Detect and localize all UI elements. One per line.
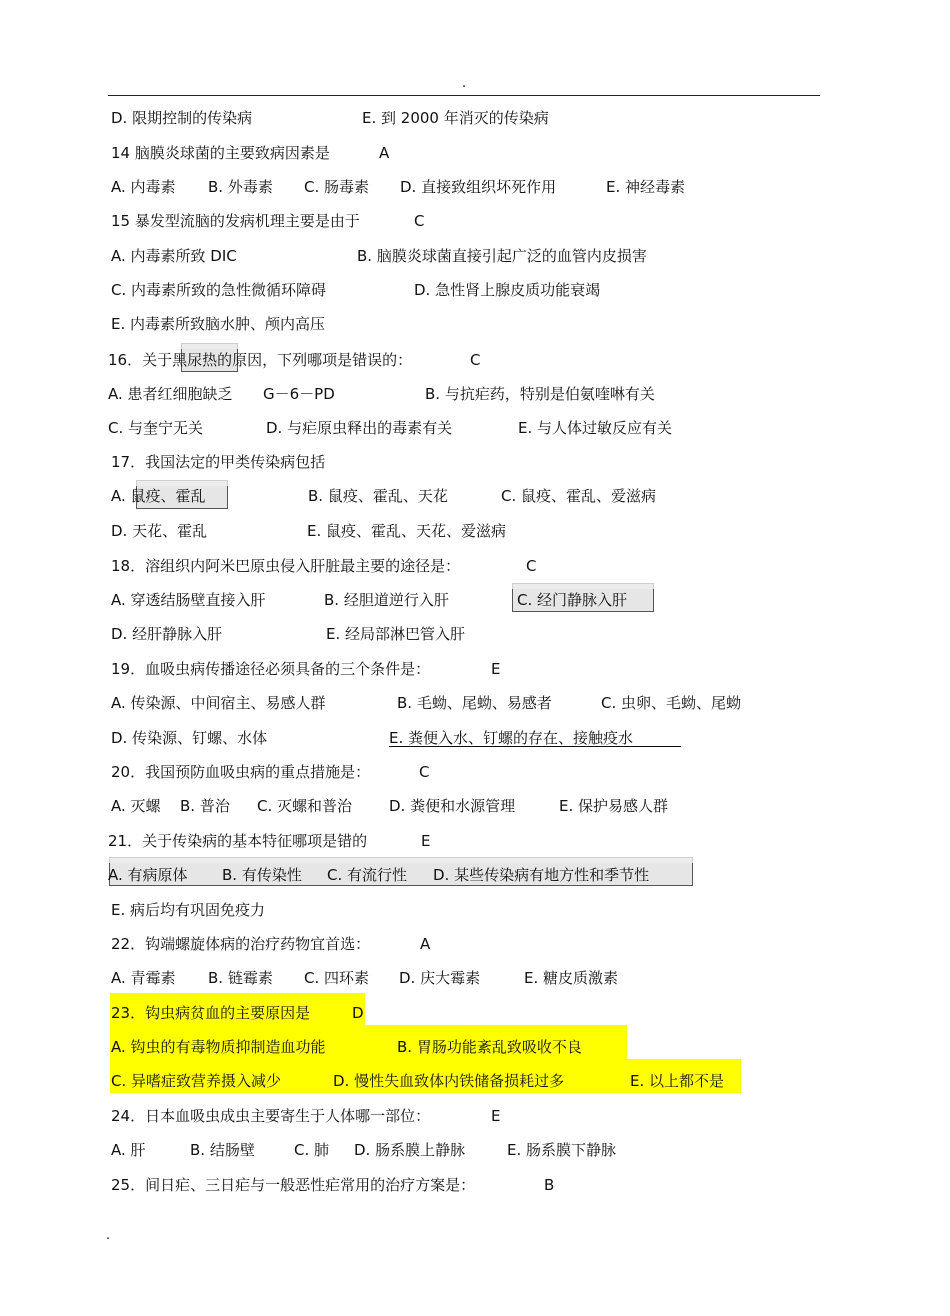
text-l23-part-0: A. 有病原体 <box>108 866 188 884</box>
text-l28-part-0: A. 钩虫的有毒物质抑制造血功能 <box>111 1038 326 1056</box>
text-l30-part-1: E <box>491 1107 501 1125</box>
text-l16-part-1: E. 经局部淋巴管入肝 <box>326 625 466 643</box>
text-l9-part-1: G－6－PD <box>263 385 335 403</box>
text-l31-part-1: B. 结肠壁 <box>190 1141 255 1159</box>
footer-mark: . <box>106 1228 111 1243</box>
text-l26-part-1: B. 链霉素 <box>208 969 273 987</box>
text-l27-part-1: D <box>352 1004 364 1022</box>
text-l18-part-0: A. 传染源、中间宿主、易感人群 <box>111 694 326 712</box>
text-l31-part-3: D. 肠系膜上静脉 <box>354 1141 466 1159</box>
text-l31-part-0: A. 肝 <box>111 1141 146 1159</box>
text-l2-part-0: 14 脑膜炎球菌的主要致病因素是 <box>111 144 330 162</box>
text-l1-part-1: E. 到 2000 年消灭的传染病 <box>362 109 549 127</box>
text-l8-part-0: 16．关于黑尿热的原因，下列哪项是错误的： <box>108 351 413 369</box>
text-l4-part-1: C <box>414 212 425 230</box>
header-mark: . <box>462 76 467 91</box>
header-rule <box>108 95 820 96</box>
text-l5-part-0: A. 内毒素所致 DIC <box>111 247 237 265</box>
text-l15-part-1: B. 经胆道逆行入肝 <box>324 591 449 609</box>
text-l7-part-0: E. 内毒素所致脑水肿、颅内高压 <box>111 315 326 333</box>
text-l21-part-0: A. 灭螺 <box>111 797 161 815</box>
text-l3-part-3: D. 直接致组织坏死作用 <box>400 178 557 196</box>
text-l30-part-0: 24．日本血吸虫成虫主要寄生于人体哪一部位： <box>111 1107 431 1125</box>
text-l11-part-0: 17．我国法定的甲类传染病包括 <box>111 453 326 471</box>
text-l9-part-2: B. 与抗疟药，特别是伯氨喹啉有关 <box>425 385 655 403</box>
text-l15-part-0: A. 穿透结肠壁直接入肝 <box>111 591 266 609</box>
text-l12-part-0: A. 鼠疫、霍乱 <box>111 487 206 505</box>
text-l5-part-1: B. 脑膜炎球菌直接引起广泛的血管内皮损害 <box>357 247 647 265</box>
text-l22-part-1: E <box>421 832 431 850</box>
text-l6-part-0: C. 内毒素所致的急性微循环障碍 <box>111 281 327 299</box>
text-l22-part-0: 21．关于传染病的基本特征哪项是错的 <box>108 832 368 850</box>
text-l13-part-1: E. 鼠疫、霍乱、天花、爱滋病 <box>307 522 507 540</box>
text-l23-part-3: D. 某些传染病有地方性和季节性 <box>433 866 650 884</box>
text-l12-part-1: B. 鼠疫、霍乱、天花 <box>308 487 448 505</box>
text-l25-part-1: A <box>420 935 431 953</box>
text-l26-part-2: C. 四环素 <box>304 969 370 987</box>
text-l19-part-1: E. 粪便入水、钉螺的存在、接触疫水 <box>389 729 634 747</box>
text-l20-part-1: C <box>419 763 430 781</box>
text-l17-part-1: E <box>491 660 501 678</box>
text-l10-part-1: D. 与疟原虫释出的毒素有关 <box>266 419 453 437</box>
text-l17-part-0: 19．血吸虫病传播途径必须具备的三个条件是： <box>111 660 431 678</box>
text-l4-part-0: 15 暴发型流脑的发病机理主要是由于 <box>111 212 360 230</box>
text-l29-part-2: E. 以上都不是 <box>630 1072 725 1090</box>
text-l1-part-0: D. 限期控制的传染病 <box>111 109 253 127</box>
text-l21-part-1: B. 普治 <box>180 797 230 815</box>
text-l10-part-2: E. 与人体过敏反应有关 <box>518 419 673 437</box>
text-l9-part-0: A. 患者红细胞缺乏 <box>108 385 233 403</box>
text-l18-part-2: C. 虫卵、毛蚴、尾蚴 <box>601 694 742 712</box>
text-l31-part-4: E. 肠系膜下静脉 <box>507 1141 617 1159</box>
text-l19-part-0: D. 传染源、钉螺、水体 <box>111 729 268 747</box>
text-l14-part-0: 18．溶组织内阿米巴原虫侵入肝脏最主要的途径是： <box>111 557 461 575</box>
text-l10-part-0: C. 与奎宁无关 <box>108 419 204 437</box>
text-l21-part-4: E. 保护易感人群 <box>559 797 669 815</box>
text-l6-part-1: D. 急性肾上腺皮质功能衰竭 <box>414 281 601 299</box>
text-l3-part-4: E. 神经毒素 <box>606 178 686 196</box>
text-l18-part-1: B. 毛蚴、尾蚴、易感者 <box>397 694 552 712</box>
text-l14-part-1: C <box>526 557 537 575</box>
text-l32-part-1: B <box>544 1176 555 1194</box>
text-l8-part-1: C <box>470 351 481 369</box>
text-l25-part-0: 22．钩端螺旋体病的治疗药物宜首选： <box>111 935 371 953</box>
text-l27-part-0: 23．钩虫病贫血的主要原因是 <box>111 1004 311 1022</box>
text-l3-part-2: C. 肠毒素 <box>304 178 370 196</box>
text-l26-part-3: D. 庆大霉素 <box>399 969 481 987</box>
text-l26-part-4: E. 糖皮质激素 <box>524 969 619 987</box>
text-l23-part-2: C. 有流行性 <box>327 866 408 884</box>
text-l29-part-1: D. 慢性失血致体内铁储备损耗过多 <box>333 1072 565 1090</box>
text-l13-part-0: D. 天花、霍乱 <box>111 522 208 540</box>
text-l12-part-2: C. 鼠疫、霍乱、爱滋病 <box>501 487 657 505</box>
text-l28-part-1: B. 胃肠功能紊乱致吸收不良 <box>397 1038 582 1056</box>
text-l21-part-3: D. 粪便和水源管理 <box>389 797 516 815</box>
text-l20-part-0: 20．我国预防血吸虫病的重点措施是： <box>111 763 371 781</box>
text-l23-part-1: B. 有传染性 <box>222 866 302 884</box>
text-l3-part-0: A. 内毒素 <box>111 178 176 196</box>
text-l16-part-0: D. 经肝静脉入肝 <box>111 625 223 643</box>
text-l21-part-2: C. 灭螺和普治 <box>257 797 353 815</box>
text-l24-part-0: E. 病后均有巩固免疫力 <box>111 901 266 919</box>
text-l31-part-2: C. 肺 <box>294 1141 330 1159</box>
text-l26-part-0: A. 青霉素 <box>111 969 176 987</box>
text-l2-part-1: A <box>379 144 390 162</box>
text-l15-part-2: C. 经门静脉入肝 <box>517 591 628 609</box>
text-l29-part-0: C. 异嗜症致营养摄入减少 <box>111 1072 282 1090</box>
text-l3-part-1: B. 外毒素 <box>208 178 273 196</box>
text-l32-part-0: 25．间日疟、三日疟与一般恶性疟常用的治疗方案是： <box>111 1176 476 1194</box>
